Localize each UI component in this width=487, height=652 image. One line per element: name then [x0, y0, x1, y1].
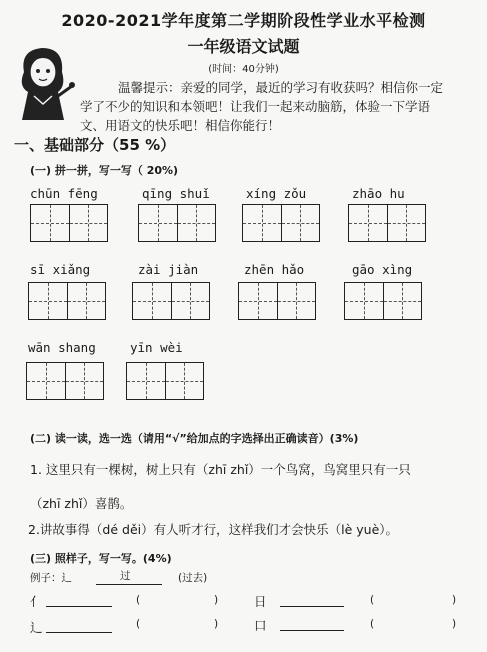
- pinyin-label: wān shang: [28, 340, 96, 355]
- pinyin-label: zhāo hu: [352, 186, 405, 201]
- pinyin-label: zhēn hǎo: [244, 262, 305, 277]
- tip-line-3: 文、用语文的快乐吧！相信你能行！: [80, 118, 281, 133]
- part2-heading: (二) 读一读，选一选（请用“√”给加点的字选择出正确读音）(3%): [30, 432, 359, 445]
- example-word: 过: [120, 570, 131, 582]
- part3-heading: (三) 照样子，写一写。(4%): [30, 552, 172, 565]
- pinyin-label: qīng shuǐ: [142, 186, 210, 201]
- example-note: (过去): [178, 572, 208, 584]
- paren-close: ): [452, 618, 457, 630]
- paren-close: ): [214, 594, 219, 606]
- paren-open: (: [370, 594, 375, 606]
- writing-grid[interactable]: [348, 204, 426, 242]
- paren-open: (: [136, 618, 141, 630]
- answer-line[interactable]: [280, 606, 344, 607]
- pinyin-label: sī xiǎng: [30, 262, 91, 277]
- radical-label: 辶: [30, 620, 43, 635]
- radical-label: 亻: [30, 594, 43, 609]
- answer-line[interactable]: [46, 632, 112, 633]
- question-1-line-2: （zhī zhǐ）喜鹊。: [30, 496, 133, 511]
- writing-grid[interactable]: [126, 362, 204, 400]
- page-subtitle: 一年级语文试题: [187, 37, 300, 56]
- tip-line-1: 温馨提示：亲爱的同学，最近的学习有收获吗？相信你一定: [118, 80, 444, 95]
- paren-open: (: [370, 618, 375, 630]
- question-1-line-1: 1. 这里只有一棵树，树上只有（zhī zhǐ）一个鸟窝，鸟窝里只有一只: [30, 462, 411, 477]
- paren-open: (: [136, 594, 141, 606]
- paren-close: ): [452, 594, 457, 606]
- answer-line[interactable]: [46, 606, 112, 607]
- writing-grid[interactable]: [138, 204, 216, 242]
- writing-grid[interactable]: [28, 282, 106, 320]
- question-2: 2.讲故事得（dé děi）有人听才行，这样我们才会快乐（lè yuè）。: [28, 522, 399, 537]
- part1-heading: (一) 拼一拼，写一写（ 20%): [30, 164, 179, 177]
- writing-grid[interactable]: [30, 204, 108, 242]
- pinyin-label: zài jiàn: [138, 262, 199, 277]
- pinyin-label: gāo xìng: [352, 262, 413, 277]
- example-label: 例子：辶: [30, 572, 72, 584]
- pinyin-label: xíng zǒu: [246, 186, 307, 201]
- tip-line-2: 学了不少的知识和本领吧！让我们一起来动脑筋，体验一下学语: [80, 99, 431, 114]
- cartoon-girl-illustration: [10, 42, 76, 122]
- radical-label: 口: [254, 618, 267, 633]
- example-answer-line: [96, 584, 162, 585]
- exam-time: (时间：40分钟): [208, 64, 279, 75]
- radical-label: 日: [254, 594, 267, 609]
- writing-grid[interactable]: [132, 282, 210, 320]
- pinyin-label: chūn fēng: [30, 186, 98, 201]
- section-heading-basics: 一、基础部分（55 %）: [14, 136, 176, 154]
- writing-grid[interactable]: [238, 282, 316, 320]
- answer-line[interactable]: [280, 630, 344, 631]
- writing-grid[interactable]: [344, 282, 422, 320]
- pinyin-label: yīn wèi: [130, 340, 183, 355]
- writing-grid[interactable]: [242, 204, 320, 242]
- page-title: 2020-2021学年度第二学期阶段性学业水平检测: [61, 11, 426, 30]
- paren-close: ): [214, 618, 219, 630]
- writing-grid[interactable]: [26, 362, 104, 400]
